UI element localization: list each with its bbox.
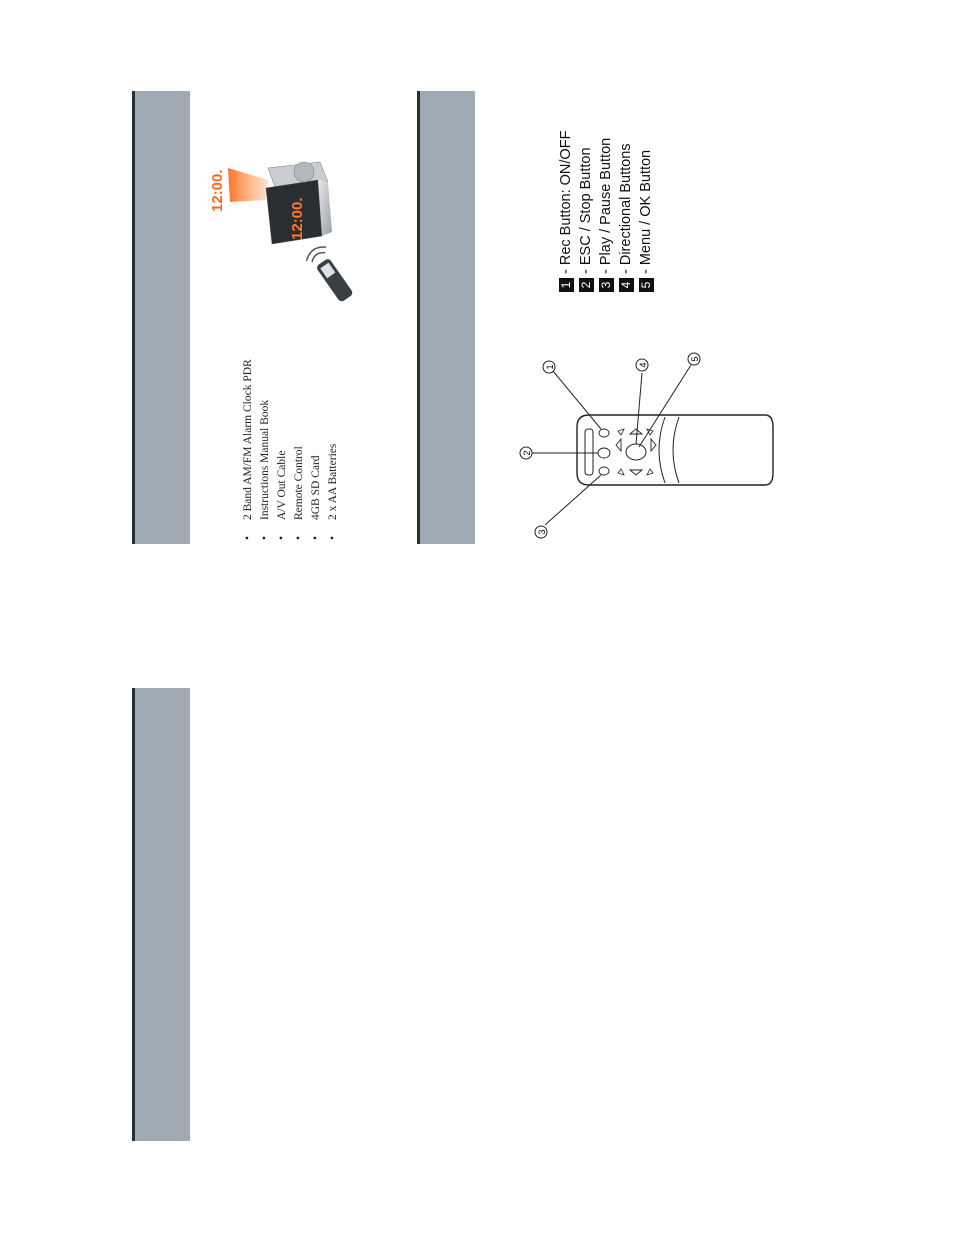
svg-text:1: 1	[545, 364, 555, 370]
legend-item: 3- Play / Pause Button	[596, 131, 616, 292]
play-button[interactable]	[599, 467, 609, 475]
list-item: •2 Band AM/FM Alarm Clock PDR	[242, 359, 254, 540]
clock-display-time: 12:00.	[289, 197, 306, 240]
section-bar-remote	[420, 91, 475, 544]
callout-3	[535, 526, 547, 538]
svg-text:2: 2	[522, 450, 532, 456]
list-item: •Instructions Manual Book	[259, 399, 271, 540]
projected-time: 12:00.	[209, 169, 226, 212]
list-item: •2 x AA Batteries	[327, 443, 339, 540]
list-item: •A/V Out Cable	[276, 450, 288, 540]
projection-beam	[228, 168, 268, 202]
svg-text:5: 5	[690, 356, 700, 362]
alarm-clock-product-image	[200, 150, 375, 310]
legend-item: 2- ESC / Stop Button	[576, 131, 596, 292]
list-item: •4GB SD Card	[310, 455, 322, 540]
section-bar-contents	[135, 91, 190, 544]
callout-1	[543, 361, 555, 373]
callout-4	[636, 359, 648, 371]
button-legend	[556, 131, 656, 292]
svg-text:4: 4	[638, 362, 648, 368]
menu-ok-button[interactable]	[626, 444, 646, 460]
svg-text:3: 3	[537, 529, 547, 535]
legend-item: 1- Rec Button: ON/OFF	[556, 131, 576, 292]
esc-button[interactable]	[598, 448, 610, 458]
callout-5	[688, 353, 700, 365]
package-contents-list	[240, 359, 342, 540]
package-contents	[240, 359, 342, 540]
callout-2	[520, 447, 532, 459]
list-item: •Remote Control	[293, 446, 305, 540]
rec-button[interactable]	[599, 429, 609, 437]
speaker-grille-icon	[294, 162, 314, 182]
section-bar-lower	[135, 688, 190, 1141]
remote-control-diagram	[515, 345, 785, 545]
legend-item: 4- Directional Buttons	[616, 131, 636, 292]
legend-item: 5- Menu / OK Button	[636, 131, 656, 292]
button-legend-list	[556, 131, 656, 292]
mini-remote-image	[304, 243, 358, 305]
